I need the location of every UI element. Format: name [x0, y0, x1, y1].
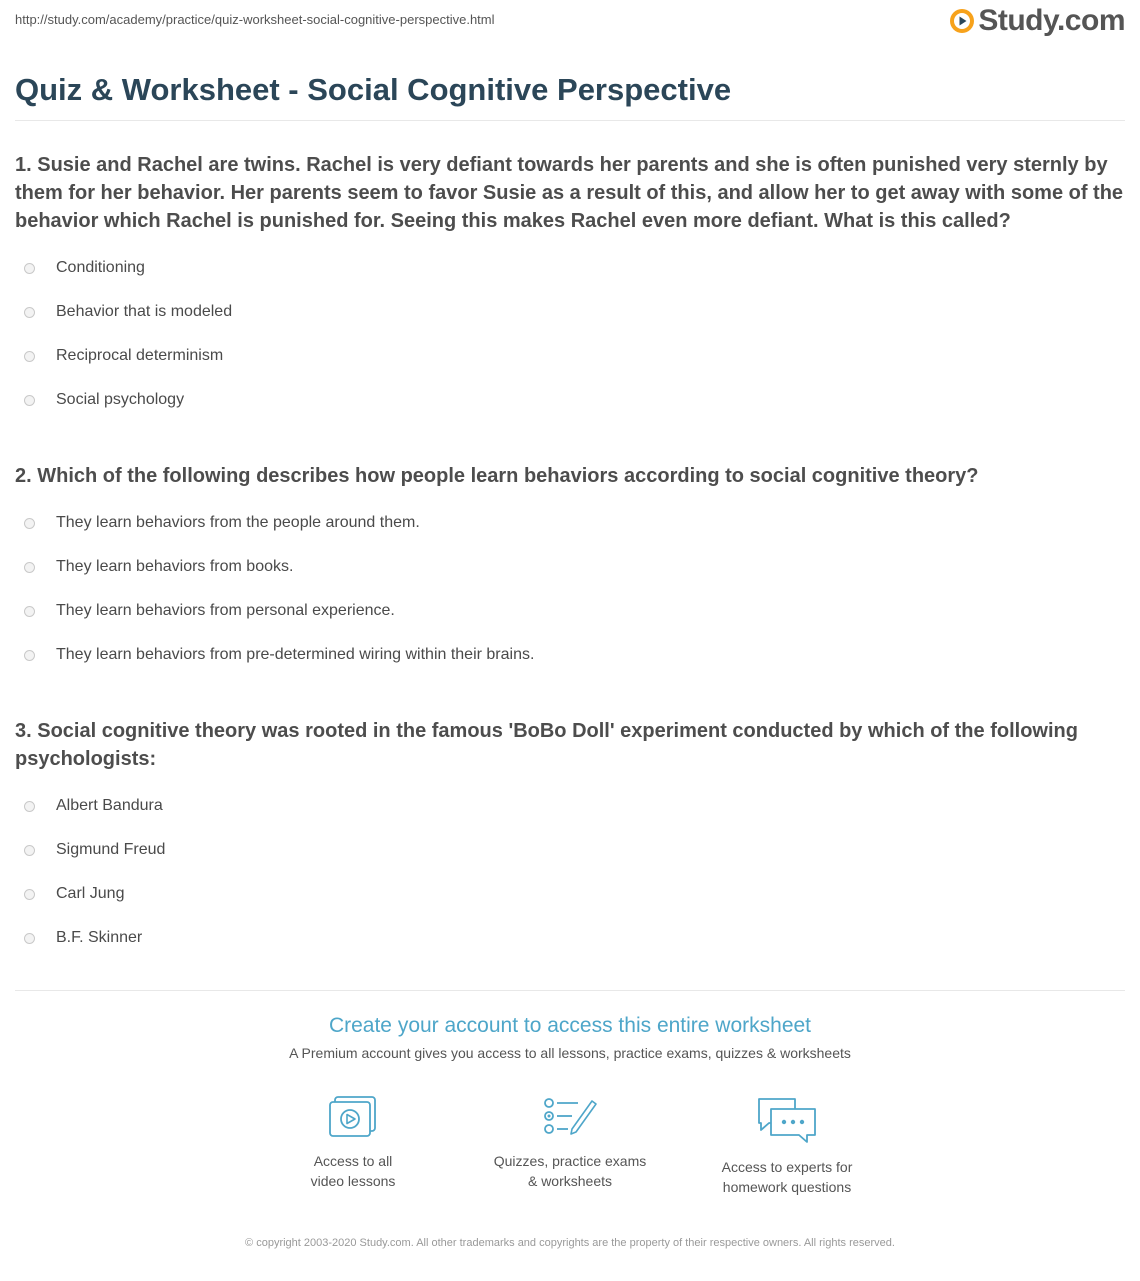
study-logo[interactable]: [949, 6, 1125, 36]
radio-button[interactable]: [24, 845, 35, 856]
section-divider: [15, 990, 1125, 991]
question-text: 1. Susie and Rachel are twins. Rachel is very defiant towards her parents and she is often punished very sternly by them for her behavior. Her parents seem to favor Susie as a result of this, and allow her to get away with some of the behavior which Rachel is punished for. Seeing this makes Rachel even more defiant. What is this called?: [15, 154, 1124, 232]
radio-button[interactable]: [24, 395, 35, 406]
top-bar: [15, 0, 1125, 54]
question-1: [15, 151, 1125, 422]
premium-cta: [15, 1011, 1125, 1197]
radio-button[interactable]: [24, 263, 35, 274]
answer-label: Social psychology: [56, 391, 185, 408]
question-3: [15, 717, 1125, 960]
answer-option[interactable]: [15, 916, 1125, 960]
feature-label: Quizzes, practice exams & worksheets: [493, 1153, 647, 1189]
answer-label: Carl Jung: [56, 885, 125, 902]
question-text: 2. Which of the following describes how people learn behaviors according to social cognitive theory?: [15, 465, 979, 487]
answer-label: Sigmund Freud: [56, 841, 166, 858]
answer-options: [15, 784, 1125, 960]
answer-option[interactable]: [15, 589, 1125, 633]
quiz-checklist-icon: [542, 1095, 598, 1139]
page-container: [15, 0, 1125, 1252]
feature-label: Access to experts for homework questions: [721, 1159, 853, 1195]
answer-option[interactable]: [15, 378, 1125, 422]
answer-options: [15, 246, 1125, 422]
feature-list: [15, 1095, 1125, 1197]
answer-label: Conditioning: [56, 259, 145, 276]
question-text: 3. Social cognitive theory was rooted in the famous 'BoBo Doll' experiment conducted by which of the following psychologists:: [15, 720, 1078, 770]
answer-label: Behavior that is modeled: [56, 303, 233, 320]
radio-button[interactable]: [24, 518, 35, 529]
answer-option[interactable]: [15, 872, 1125, 916]
answer-option[interactable]: [15, 290, 1125, 334]
answer-label: They learn behaviors from pre-determined wiring within their brains.: [56, 646, 535, 663]
radio-button[interactable]: [24, 562, 35, 573]
answer-option[interactable]: [15, 784, 1125, 828]
answer-label: Reciprocal determinism: [56, 347, 224, 364]
question-2: [15, 462, 1125, 677]
answer-label: B.F. Skinner: [56, 929, 143, 946]
title-divider: [15, 120, 1125, 121]
radio-button[interactable]: [24, 351, 35, 362]
logo-text: Study.com: [978, 4, 1125, 37]
answer-label: They learn behaviors from the people around them.: [56, 514, 420, 531]
video-lessons-icon: [327, 1095, 379, 1139]
radio-button[interactable]: [24, 606, 35, 617]
feature-video-lessons: [245, 1095, 462, 1197]
chat-bubbles-icon: [755, 1095, 819, 1145]
radio-button[interactable]: [24, 801, 35, 812]
radio-button[interactable]: [24, 889, 35, 900]
answer-options: [15, 501, 1125, 677]
cta-link[interactable]: Create your account to access this entire worksheet: [328, 1014, 812, 1037]
answer-option[interactable]: [15, 633, 1125, 677]
feature-label: Access to all video lessons: [310, 1153, 396, 1189]
answer-label: They learn behaviors from books.: [56, 558, 294, 575]
answer-option[interactable]: [15, 828, 1125, 872]
radio-button[interactable]: [24, 933, 35, 944]
radio-button[interactable]: [24, 307, 35, 318]
copyright-footer: © copyright 2003-2020 Study.com. All other trademarks and copyrights are the property of their respective owners. All rights reserved.: [245, 1237, 895, 1249]
answer-option[interactable]: [15, 501, 1125, 545]
cta-subtitle: A Premium account gives you access to all lessons, practice exams, quizzes & worksheets: [289, 1045, 851, 1061]
radio-button[interactable]: [24, 650, 35, 661]
page-url: http://study.com/academy/practice/quiz-worksheet-social-cognitive-perspective.html: [15, 12, 495, 27]
feature-experts: [679, 1095, 896, 1197]
answer-label: Albert Bandura: [56, 797, 163, 814]
play-logo-icon: [949, 8, 975, 34]
answer-option[interactable]: [15, 246, 1125, 290]
answer-option[interactable]: [15, 545, 1125, 589]
feature-quizzes: [462, 1095, 679, 1197]
answer-label: They learn behaviors from personal experience.: [56, 602, 395, 619]
page-title: Quiz & Worksheet - Social Cognitive Perspective: [15, 72, 732, 107]
answer-option[interactable]: [15, 334, 1125, 378]
